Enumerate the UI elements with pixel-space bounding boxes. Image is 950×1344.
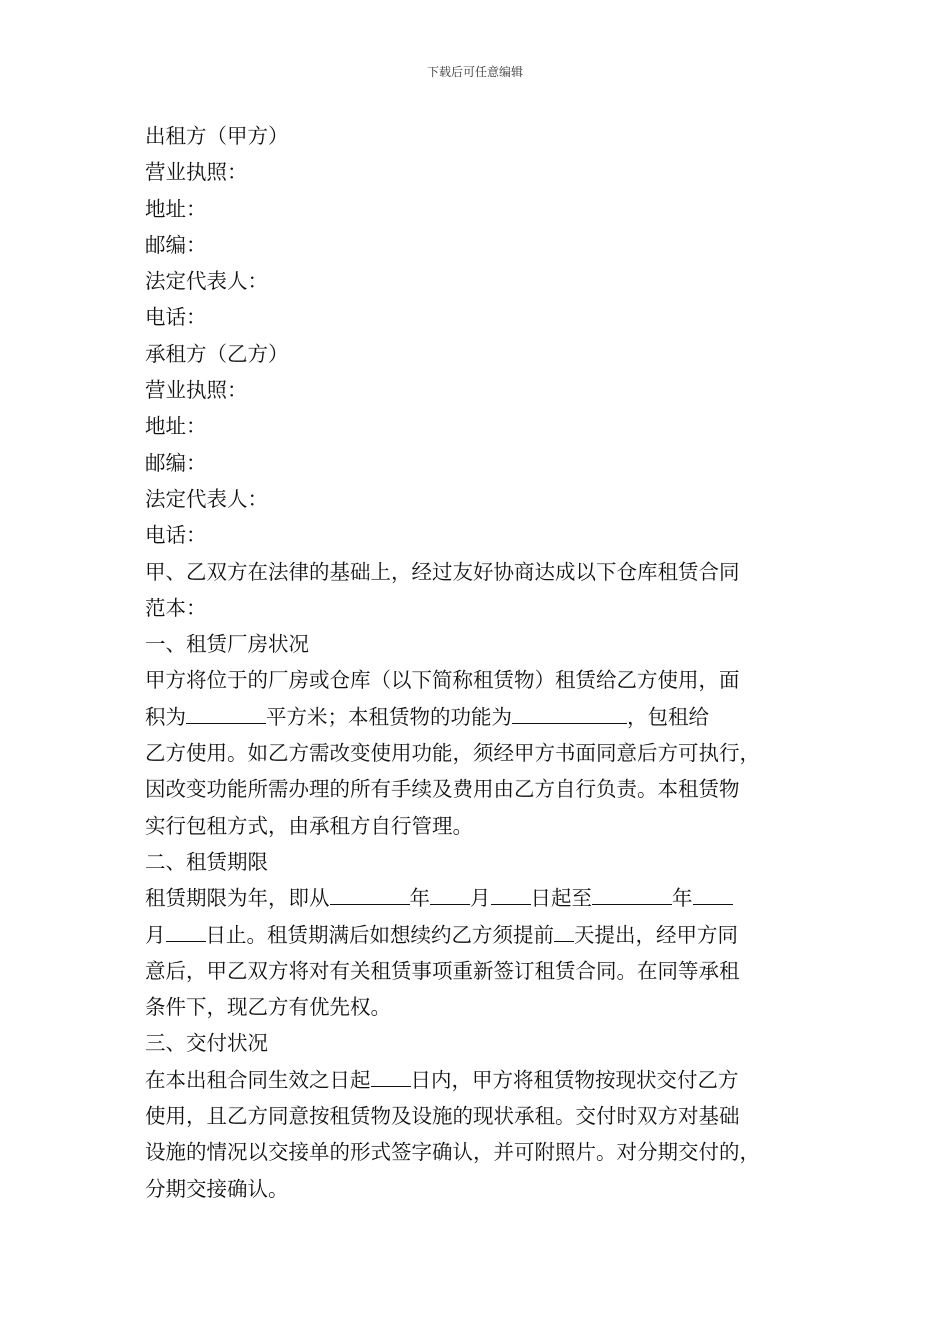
text: 月 bbox=[470, 886, 491, 911]
lessee-postcode: 邮编： bbox=[145, 450, 207, 475]
section-3-line-3: 设施的情况以交接单的形式签字确认，并可附照片。对分期交付的， bbox=[145, 1140, 760, 1165]
section-3-line-1 bbox=[145, 1062, 810, 1098]
text: 日止。租赁期满后如想续约乙方须提前 bbox=[205, 922, 554, 947]
text: 日起至 bbox=[530, 886, 592, 911]
end-day-blank bbox=[166, 919, 206, 942]
section-1-line-2 bbox=[145, 699, 810, 735]
intro-line-1: 甲、乙双方在法律的基础上，经过友好协商达成以下仓库租赁合同 bbox=[145, 559, 740, 584]
section-2-line-1 bbox=[145, 880, 810, 916]
lessee-legal-rep: 法定代表人： bbox=[145, 486, 268, 511]
lessee-address: 地址： bbox=[145, 414, 207, 439]
lessor-title: 出租方（甲方） bbox=[145, 124, 289, 148]
lessor-address: 地址： bbox=[145, 196, 207, 221]
text: 积为 bbox=[145, 704, 186, 729]
lessee-title: 承租方（乙方） bbox=[145, 341, 289, 366]
intro-line-2: 范本： bbox=[145, 595, 207, 620]
text: 月 bbox=[145, 922, 166, 947]
section-2-line-3: 意后，甲乙双方将对有关租赁事项重新签订租赁合同。在同等承租 bbox=[145, 958, 740, 983]
section-3-line-2: 使用，且乙方同意按租赁物及设施的现状承租。交付时双方对基础 bbox=[145, 1104, 740, 1129]
section-3-heading: 三、交付状况 bbox=[145, 1031, 268, 1056]
section-1-line-3: 乙方使用。如乙方需改变使用功能，须经甲方书面同意后方可执行， bbox=[145, 741, 760, 766]
section-1-line-5: 实行包租方式，由承租方自行管理。 bbox=[145, 813, 473, 838]
page-header: 下载后可任意编辑 bbox=[426, 65, 523, 79]
text: 租赁期限为年，即从 bbox=[145, 886, 330, 911]
text: 天提出，经甲方同 bbox=[574, 922, 738, 947]
start-year-blank bbox=[330, 883, 410, 906]
delivery-days-blank bbox=[371, 1064, 411, 1087]
section-1-line-4: 因改变功能所需办理的所有手续及费用由乙方自行负责。本租赁物 bbox=[145, 777, 740, 802]
lessee-phone: 电话： bbox=[145, 523, 207, 548]
end-month-blank bbox=[693, 883, 733, 906]
notice-days-blank bbox=[554, 919, 574, 942]
area-blank bbox=[186, 701, 266, 724]
text: 年 bbox=[672, 886, 693, 911]
lessor-postcode: 邮编： bbox=[145, 232, 207, 257]
text: 日内，甲方将租赁物按现状交付乙方 bbox=[410, 1067, 739, 1092]
end-year-blank bbox=[592, 883, 672, 906]
lessee-license: 营业执照： bbox=[145, 378, 248, 403]
text: ，包租给 bbox=[627, 704, 709, 729]
section-1-line-1: 甲方将位于的厂房或仓库（以下简称租赁物）租赁给乙方使用，面 bbox=[145, 668, 740, 693]
text: 在本出租合同生效之日起 bbox=[145, 1067, 371, 1092]
section-2-heading: 二、租赁期限 bbox=[145, 849, 268, 874]
start-month-blank bbox=[430, 883, 470, 906]
lessor-legal-rep: 法定代表人： bbox=[145, 269, 268, 294]
text: 年 bbox=[409, 886, 430, 911]
section-2-line-4: 条件下，现乙方有优先权。 bbox=[145, 995, 391, 1020]
lessor-license: 营业执照： bbox=[145, 160, 248, 185]
function-blank bbox=[512, 701, 627, 724]
contract-body bbox=[145, 118, 810, 1207]
start-day-blank bbox=[491, 883, 531, 906]
section-2-line-2 bbox=[145, 917, 810, 953]
lessor-phone: 电话： bbox=[145, 305, 207, 330]
text: 平方米；本租赁物的功能为 bbox=[266, 704, 512, 729]
section-1-heading: 一、租赁厂房状况 bbox=[145, 632, 309, 657]
section-3-line-4: 分期交接确认。 bbox=[145, 1176, 289, 1201]
